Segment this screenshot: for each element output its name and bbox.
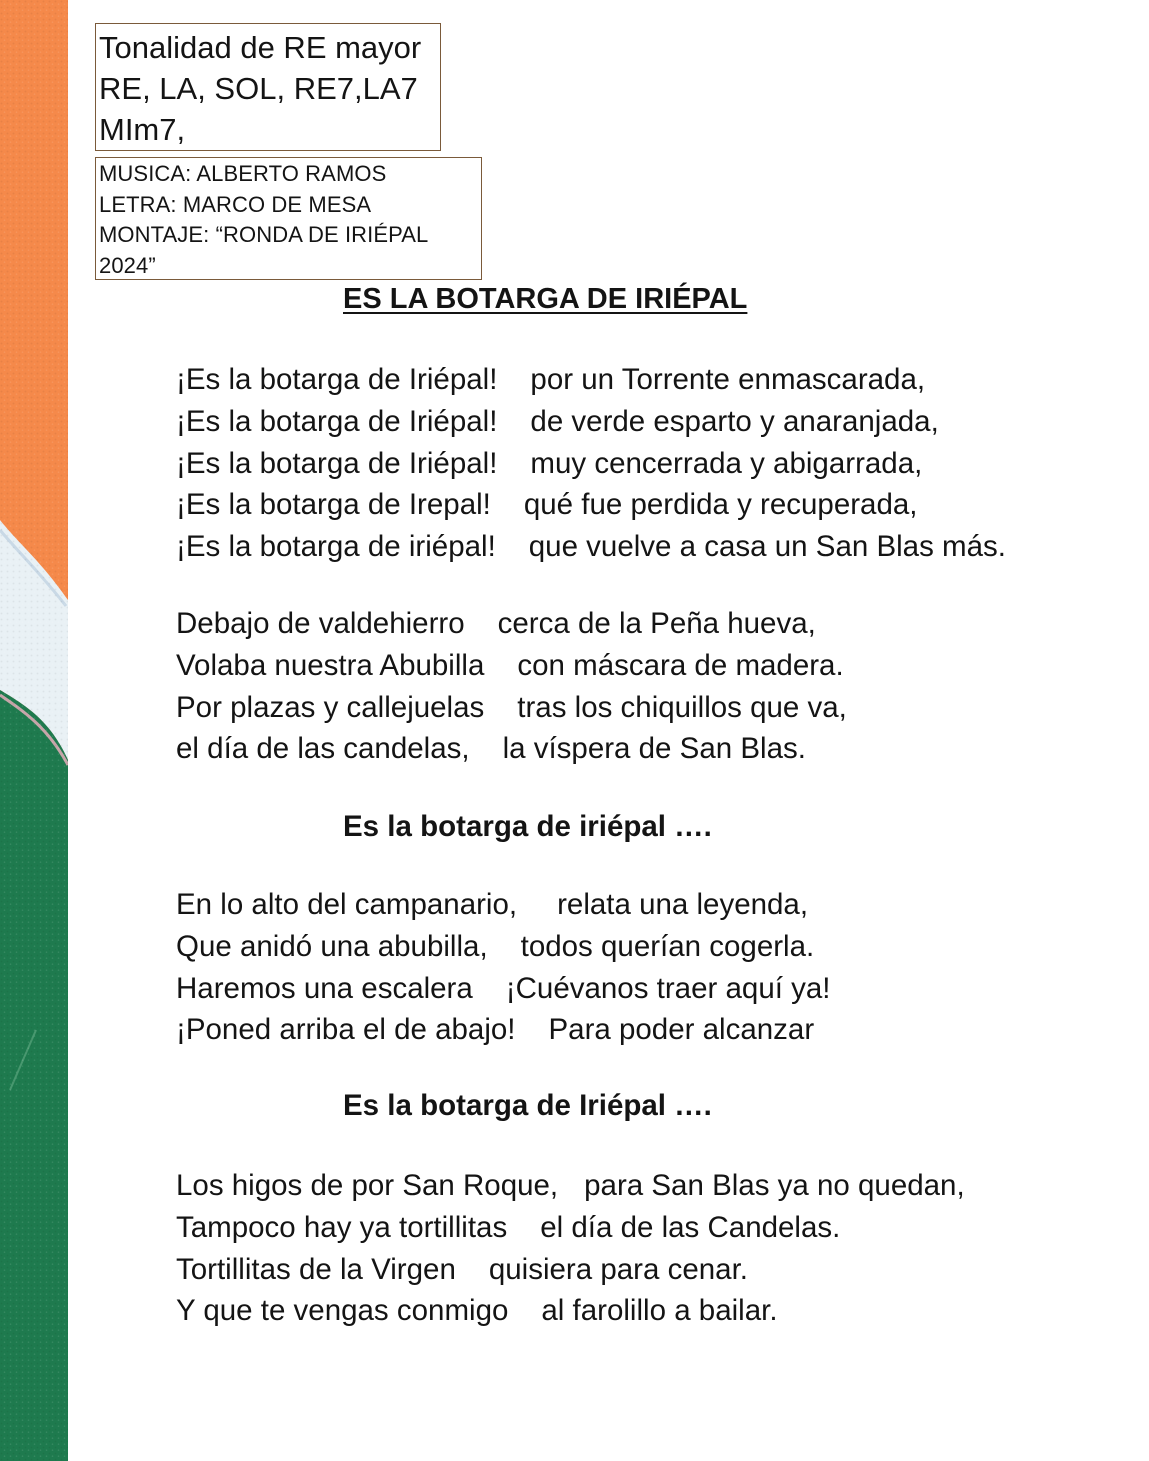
verse-second-half: que vuelve a casa un San Blas más. <box>528 530 1006 564</box>
side-flag-image <box>0 0 68 1461</box>
verse-first-half: Haremos una escalera <box>176 971 473 1005</box>
key-info-box <box>95 23 441 151</box>
verse-line <box>176 401 1006 443</box>
verse-line <box>176 1249 965 1291</box>
key-line-chords: RE, LA, SOL, RE7,LA7 <box>99 71 418 106</box>
verse-first-half: Los higos de por San Roque, <box>176 1169 559 1202</box>
verse-second-half: la víspera de San Blas. <box>502 732 806 766</box>
verse-first-half: Y que te vengas conmigo <box>176 1294 509 1328</box>
verse-first-half: Por plazas y callejuelas <box>176 690 485 724</box>
verse-second-half: por un Torrente enmascarada, <box>530 363 926 396</box>
verse-first-half: ¡Poned arriba el de abajo! <box>176 1013 516 1047</box>
verse-line <box>176 484 1006 526</box>
key-line-tonality: Tonalidad de RE mayor <box>99 30 422 65</box>
verse-line <box>176 1207 965 1249</box>
verse-line <box>176 728 847 770</box>
credits-box <box>95 157 482 280</box>
chorus-reference: Es la botarga de iriépal …. <box>343 810 712 843</box>
verse-line <box>176 1290 965 1332</box>
verse-line <box>176 526 1006 568</box>
stanza-2 <box>176 603 847 770</box>
verse-line <box>176 645 847 687</box>
verse-second-half: ¡Cuévanos traer aquí ya! <box>505 971 831 1005</box>
verse-second-half: muy cencerrada y abigarrada, <box>530 446 923 480</box>
verse-line <box>176 359 1006 401</box>
verse-line <box>176 1009 830 1051</box>
credit-year: 2024” <box>99 252 156 278</box>
chorus-reference: Es la botarga de Iriépal …. <box>343 1089 712 1122</box>
verse-first-half: ¡Es la botarga de Iriépal! <box>176 363 498 396</box>
verse-line <box>176 968 830 1010</box>
verse-second-half: el día de las Candelas. <box>540 1210 841 1244</box>
verse-first-half: el día de las candelas, <box>176 732 470 766</box>
credit-music: MUSICA: ALBERTO RAMOS <box>99 161 387 186</box>
key-line-extra-chord: MIm7, <box>99 112 186 147</box>
stanza-3 <box>176 884 830 1051</box>
credit-arrangement: MONTAJE: “RONDA DE IRIÉPAL <box>99 222 429 247</box>
verse-line <box>176 443 1006 485</box>
verse-second-half: al farolillo a bailar. <box>541 1294 778 1328</box>
stanza-1 <box>176 359 1006 568</box>
verse-line <box>176 884 830 926</box>
verse-second-half: todos querían cogerla. <box>520 929 815 963</box>
verse-first-half: En lo alto del campanario, <box>176 888 518 921</box>
verse-first-half: Volaba nuestra Abubilla <box>176 648 485 682</box>
verse-first-half: ¡Es la botarga de iriépal! <box>176 530 496 564</box>
verse-first-half: Tampoco hay ya tortillitas <box>176 1210 508 1244</box>
verse-first-half: ¡Es la botarga de Iriépal! <box>176 404 498 438</box>
verse-first-half: ¡Es la botarga de Iriépal! <box>176 446 498 480</box>
verse-second-half: tras los chiquillos que va, <box>517 690 847 724</box>
verse-second-half: con máscara de madera. <box>517 648 844 682</box>
verse-second-half: de verde esparto y anaranjada, <box>530 404 939 438</box>
credit-lyrics: LETRA: MARCO DE MESA <box>99 191 372 217</box>
verse-second-half: cerca de la Peña hueva, <box>497 607 816 640</box>
verse-second-half: qué fue perdida y recuperada, <box>523 488 918 522</box>
verse-second-half: para San Blas ya no quedan, <box>584 1169 965 1202</box>
stanza-4 <box>176 1165 965 1332</box>
verse-first-half: Debajo de valdehierro <box>176 607 465 640</box>
verse-second-half: Para poder alcanzar <box>548 1013 815 1047</box>
verse-line <box>176 1165 965 1207</box>
verse-line <box>176 687 847 729</box>
verse-first-half: Tortillitas de la Virgen <box>176 1252 456 1286</box>
verse-line <box>176 926 830 968</box>
verse-second-half: relata una leyenda, <box>557 888 809 921</box>
verse-first-half: ¡Es la botarga de Irepal! <box>176 488 491 522</box>
verse-first-half: Que anidó una abubilla, <box>176 929 488 963</box>
verse-line <box>176 603 847 645</box>
song-title: ES LA BOTARGA DE IRIÉPAL <box>343 283 748 315</box>
verse-second-half: quisiera para cenar. <box>488 1252 748 1286</box>
